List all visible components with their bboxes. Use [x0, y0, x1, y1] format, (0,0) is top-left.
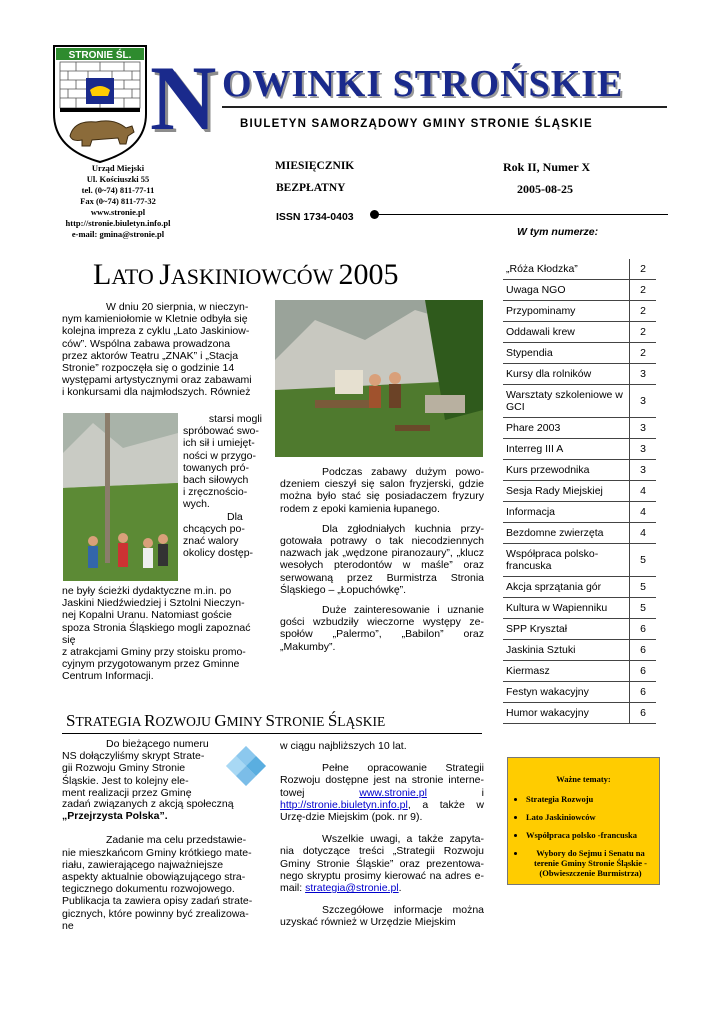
- text-line: i konkursami dla najmłodszych. Również: [62, 386, 251, 399]
- text-line: NS dołączyliśmy skrypt Strate-: [62, 750, 205, 763]
- toc-entry-page: 2: [630, 322, 657, 343]
- photo-stone-age-festival: [275, 300, 483, 457]
- text-line: Stronie” rozpoczęła się o godzinie 14: [62, 362, 235, 375]
- toc-entry-page: 3: [630, 418, 657, 439]
- issue-number: Rok II, Numer X: [503, 160, 591, 174]
- title-sc: TRATEGIA: [75, 714, 145, 729]
- text-line: okolicy dostęp-: [183, 547, 254, 560]
- text-line: spróbować swo-: [183, 425, 259, 438]
- link-stronie-pl[interactable]: www.stronie.pl: [359, 786, 427, 799]
- article-title-lato: [93, 258, 399, 292]
- paragraph: Dla zgłodniałych kuchnia przy-gotowała potrawy o tak niecodziennych nazwach jak „wędzone piranozaury”, „klucz wesołych pterodontów w maśle” oraz serwowaną przez Burmistrza Stronia Śląskiego – „Łopuchówkę”.: [280, 522, 484, 596]
- article2-intro: [62, 738, 220, 799]
- text-line: z atrakcjami Gminy przy stoisku promo-: [62, 646, 246, 659]
- text-line: starsi mogli: [208, 413, 262, 425]
- masthead-subtitle: BIULETYN SAMORZĄDOWY GMINY STRONIE ŚLĄSKIE: [240, 118, 593, 130]
- text-span: .: [398, 882, 402, 895]
- important-topics-box: [507, 757, 660, 885]
- important-title: Ważne tematy:: [556, 774, 611, 784]
- crystal-diamond-icon: [224, 744, 268, 788]
- text-line: gii Rozwoju Gminy Stronie: [62, 762, 186, 775]
- contact-line: Fax (0~74) 811-77-32: [80, 196, 156, 206]
- toc-entry-label[interactable]: Humor wakacyjny: [503, 703, 630, 724]
- toc-row[interactable]: [503, 481, 656, 502]
- toc-entry-page: 6: [630, 619, 657, 640]
- title-cap: L: [93, 258, 112, 291]
- title-sc: ASKINIOWCÓW: [170, 264, 339, 289]
- toc-entry-label[interactable]: Oddawali krew: [503, 322, 630, 343]
- toc-row[interactable]: [503, 418, 656, 439]
- toc-entry-page: 4: [630, 481, 657, 502]
- toc-entry-page: 6: [630, 640, 657, 661]
- toc-row[interactable]: [503, 544, 656, 577]
- text-line: ment realizacji przez Gminę: [62, 786, 192, 799]
- title-sc: TRONIE: [274, 714, 328, 729]
- toc-entry-label[interactable]: Kursy dla rolników: [503, 364, 630, 385]
- text-line: znać walory: [183, 535, 239, 548]
- toc-row[interactable]: [503, 259, 656, 280]
- toc-row[interactable]: [503, 703, 656, 724]
- title-cap: G: [214, 711, 227, 730]
- title-year: 2005: [338, 258, 399, 291]
- toc-entry-label[interactable]: Festyn wakacyjny: [503, 682, 630, 703]
- toc-entry-label[interactable]: Kultura w Wapienniku: [503, 598, 630, 619]
- text-line: ne były ścieżki dydaktyczne m.in. po: [62, 585, 232, 597]
- toc-entry-page: 4: [630, 502, 657, 523]
- masthead-rule: [222, 106, 667, 108]
- contact-bulletin-url[interactable]: http://stronie.biuletyn.info.pl: [65, 218, 171, 228]
- contact-email[interactable]: e-mail: gmina@stronie.pl: [71, 229, 165, 239]
- text-line: Do bieżącego numeru: [106, 738, 209, 750]
- masthead-initial: N: [150, 47, 217, 149]
- text-span: Wszelkie uwagi, a także zapyta-nia dotyczące treści „Strategii Rozwoju Gminy Stronie Śląskie” oraz prezentowa-nego skryptu prosimy kierować na adres e-mail:: [280, 833, 484, 895]
- paragraph-availability: [280, 762, 484, 823]
- text-line: Zadanie ma celu przedstawie-: [106, 834, 247, 847]
- important-item: • Strategia Rozwoju: [526, 794, 655, 804]
- toc-entry-page: 6: [630, 703, 657, 724]
- toc-entry-label[interactable]: Sesja Rady Miejskiej: [503, 481, 630, 502]
- toc-entry-page: 6: [630, 661, 657, 682]
- text-line: i zręcznościo-: [183, 486, 248, 499]
- title-cap: J: [159, 258, 171, 291]
- toc-row[interactable]: [503, 577, 656, 598]
- article1-wrap-text: [183, 413, 262, 559]
- toc-row[interactable]: [503, 439, 656, 460]
- toc-entry-label[interactable]: Kiermasz: [503, 661, 630, 682]
- text-line: nie mieszkańcom Gminy krótkiego mate-: [62, 846, 252, 859]
- toc-entry-label[interactable]: Interreg III A: [503, 439, 630, 460]
- article2-rule: [62, 733, 482, 734]
- article2-column2: [280, 740, 484, 939]
- toc-entry-page: 5: [630, 544, 657, 577]
- important-item: • Lato Jaskiniowców: [526, 812, 655, 822]
- toc-row[interactable]: [503, 280, 656, 301]
- text-line: nej Kopalni Uranu. Natomiast goście: [62, 609, 232, 622]
- toc-row[interactable]: [503, 460, 656, 481]
- article-title-strategia: [66, 711, 385, 731]
- text-span: , a także w Urzę-dzie Miejskim (pok. nr 9).: [280, 798, 484, 824]
- photo-climbing-pole: [63, 413, 178, 581]
- toc-row[interactable]: [503, 301, 656, 322]
- title-sc: MINY: [226, 714, 266, 729]
- article1-column2: [280, 466, 484, 661]
- toc-entry-label[interactable]: Stypendia: [503, 343, 630, 364]
- text-line: występami artystycznymi oraz zabawami: [62, 374, 252, 387]
- text-line: aspekty aktualnie obowiązującego stra-: [62, 871, 246, 884]
- title-cap: R: [144, 711, 156, 730]
- toc-entry-page: 2: [630, 280, 657, 301]
- text-line: ności w przygo-: [183, 449, 256, 462]
- toc-entry-page: 2: [630, 301, 657, 322]
- paragraph: w ciągu najbliższych 10 lat.: [280, 740, 407, 752]
- issue-date: 2005-08-25: [517, 182, 573, 196]
- text-line: ców”. Wspólna zabawa prowadzona: [62, 337, 231, 350]
- important-item: • Wybory do Sejmu i Senatu na terenie Gminy Stronie Śląskie - (Obwieszczenie Burmistrza): [526, 848, 655, 878]
- toc-entry-label[interactable]: Kurs przewodnika: [503, 460, 630, 481]
- text-line: chcących po-: [183, 522, 245, 535]
- paragraph: Podczas zabawy dużym powo-dzeniem cieszył się salon fryzjerski, gdzie można było stać się posiadaczem fryzury rodem z epoki kamienia łupanego.: [280, 466, 484, 515]
- title-sc: OZWOJU: [155, 714, 215, 729]
- toc-entry-label[interactable]: Akcja sprzątania gór: [503, 577, 630, 598]
- text-span: Pełne opracowanie Strategii Rozwoju dostępne jest na stronie interne-towej: [280, 762, 484, 799]
- title-cap: S: [265, 711, 275, 730]
- toc-entry-page: 2: [630, 259, 657, 280]
- toc-row[interactable]: [503, 502, 656, 523]
- article1-continued: [62, 585, 262, 683]
- contact-block: [48, 163, 188, 240]
- toc-entry-label[interactable]: „Róża Kłodzka”: [503, 259, 630, 280]
- text-line: spoza Stronia Śląskiego mogli zapoznać: [62, 621, 251, 634]
- contact-line: Ul. Kościuszki 55: [86, 174, 150, 184]
- town-crest-logo: [52, 44, 148, 164]
- toc-row[interactable]: [503, 619, 656, 640]
- toc-entry-label[interactable]: Przypominamy: [503, 301, 630, 322]
- article1-intro: [62, 301, 262, 399]
- text-line: Dla: [227, 510, 243, 523]
- paragraph: Szczegółowe informacje można uzyskać również w Urzędzie Miejskim: [280, 904, 484, 929]
- text-line: ne: [62, 919, 74, 932]
- text-line: zadań związanych z akcją społeczną: [62, 798, 234, 810]
- text-span: i: [481, 786, 484, 799]
- toc-entry-page: 3: [630, 439, 657, 460]
- link-strategia-email[interactable]: strategia@stronie.pl: [305, 882, 399, 895]
- title-cap: S: [66, 711, 76, 730]
- table-of-contents: [503, 259, 656, 724]
- paragraph: Duże zainteresowanie i uznanie gości wzbudziły wieczorne występy ze-społów „Palermo”, „Babilon” oraz „Makumby”.: [280, 604, 484, 653]
- timeline-dot: [370, 210, 379, 219]
- contact-website[interactable]: www.stronie.pl: [90, 207, 146, 217]
- toc-entry-page: 3: [630, 385, 657, 418]
- toc-entry-page: 5: [630, 598, 657, 619]
- text-line: gicznych, które powinny być zrealizowa-: [62, 907, 249, 920]
- toc-entry-page: 4: [630, 523, 657, 544]
- toc-entry-label[interactable]: Współpraca polsko-francuska: [503, 544, 630, 577]
- header-timeline-rule: [372, 214, 668, 215]
- masthead-title: OWINKI STROŃSKIE: [222, 63, 624, 105]
- toc-entry-page: 6: [630, 682, 657, 703]
- paragraph-contact: [280, 833, 484, 894]
- toc-entry-page: 3: [630, 364, 657, 385]
- toc-title: W tym numerze:: [517, 226, 599, 238]
- title-sc: LĄSKIE: [337, 714, 386, 729]
- toc-entry-label[interactable]: Informacja: [503, 502, 630, 523]
- title-sc: ATO: [111, 264, 160, 289]
- text-line: przez aktorów Teatru „ZNAK” i „Stacja: [62, 349, 239, 362]
- text-line: W dniu 20 sierpnia, w nieczyn-: [106, 301, 249, 313]
- toc-entry-label[interactable]: Uwaga NGO: [503, 280, 630, 301]
- toc-row[interactable]: [503, 322, 656, 343]
- toc-row[interactable]: [503, 385, 656, 418]
- text-line: kolejna impreza z cyklu „Lato Jaskiniow-: [62, 325, 250, 338]
- text-line: Jaskini Niedźwiedziej i Sztolni Nieczyn-: [62, 597, 245, 610]
- text-line: towanych pró-: [183, 461, 249, 474]
- text-line: riału, zawierającego najważniejsze: [62, 858, 224, 871]
- toc-entry-label[interactable]: Phare 2003: [503, 418, 630, 439]
- toc-row[interactable]: [503, 682, 656, 703]
- title-cap: Ś: [327, 711, 338, 730]
- text-line: ich sił i umiejęt-: [183, 437, 255, 450]
- link-biuletyn[interactable]: http://stronie.biuletyn.info.pl: [280, 798, 408, 811]
- text-line: Publikacja ta zawiera opisy zadań strate-: [62, 895, 253, 908]
- toc-entry-page: 5: [630, 577, 657, 598]
- frequency-label: MIESIĘCZNIK: [275, 160, 355, 172]
- text-line: nym kamieniołomie w Kletnie odbyła się: [62, 313, 248, 326]
- text-line: Śląskie. Jest to kolejny ele-: [62, 774, 189, 787]
- toc-row[interactable]: [503, 523, 656, 544]
- important-item: • Współpraca polsko -francuska: [526, 830, 655, 840]
- toc-entry-page: 3: [630, 460, 657, 481]
- text-line: bach siłowych: [183, 474, 249, 487]
- toc-entry-label[interactable]: Warsztaty szkoleniowe w GCI: [503, 385, 630, 418]
- text-line: Centrum Informacji.: [62, 670, 154, 683]
- contact-line: Urząd Miejski: [91, 163, 145, 173]
- text-line: się: [62, 633, 76, 646]
- text-line: wych.: [183, 498, 210, 511]
- toc-row[interactable]: [503, 661, 656, 682]
- price-label: BEZPŁATNY: [276, 182, 346, 194]
- contact-line: tel. (0~74) 811-77-11: [81, 185, 155, 195]
- toc-entry-label[interactable]: Jaskinia Sztuki: [503, 640, 630, 661]
- article2-body: [62, 798, 268, 932]
- toc-entry-label[interactable]: SPP Kryształ: [503, 619, 630, 640]
- toc-row[interactable]: [503, 364, 656, 385]
- campaign-name: „Przejrzysta Polska”.: [62, 810, 168, 823]
- toc-row[interactable]: [503, 598, 656, 619]
- toc-entry-label[interactable]: Bezdomne zwierzęta: [503, 523, 630, 544]
- toc-entry-page: 2: [630, 343, 657, 364]
- text-line: cyjnym przygotowanym przez Gminne: [62, 658, 240, 671]
- toc-row[interactable]: [503, 343, 656, 364]
- text-line: tegicznego dokumentu rozwojowego.: [62, 883, 235, 896]
- issn-label: ISSN 1734-0403: [276, 211, 354, 223]
- crest-text: STRONIE ŚL.: [68, 50, 132, 61]
- toc-row[interactable]: [503, 640, 656, 661]
